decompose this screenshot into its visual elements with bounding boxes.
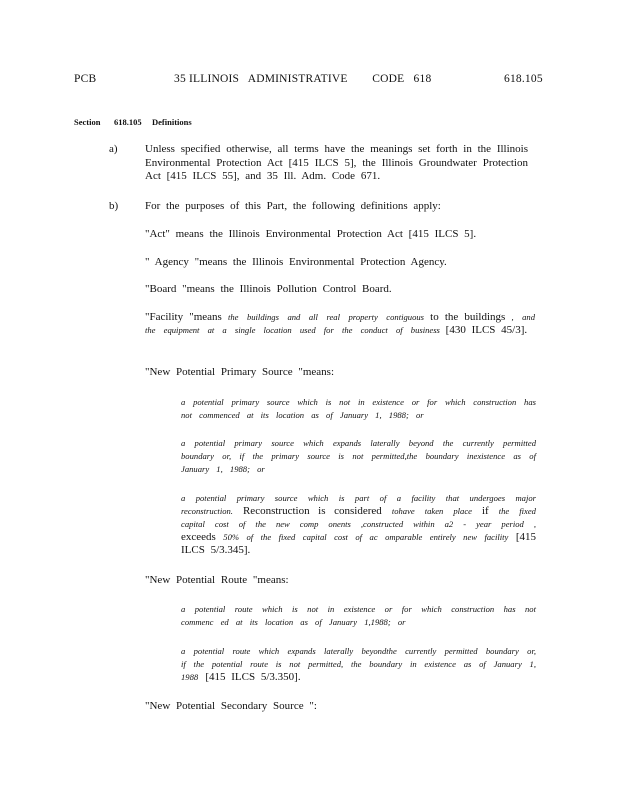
definition-npr-term: "New Potential Route "means: bbox=[145, 574, 289, 586]
header-title: 35 ILLINOIS ADMINISTRATIVE CODE 618 bbox=[174, 73, 432, 85]
definition-npps-term: "New Potential Primary Source "means: bbox=[145, 366, 334, 378]
npps-item-3-text-c: tohave taken place bbox=[391, 506, 472, 516]
npps-item-2: a potential primary source which expands laterally beyond the currently permitted boundary or, if the primary source is not permitted,the boundary inexistence as of January 1, 1988; or bbox=[181, 438, 536, 474]
npps-item-3-text-g: 50% of the fixed capital cost of ac omparable entirely new facility bbox=[223, 532, 509, 542]
definition-npss-term: "New Potential Secondary Source ": bbox=[145, 700, 317, 712]
header-left: PCB bbox=[74, 73, 97, 85]
npr-item-2-text: a potential route which expands laterally beyondthe currently permitted boundary or, if the potential route is not permitted, the boundary in existence as of January 1, 1988 bbox=[181, 646, 536, 682]
npps-item-3-text-b: Reconstruction is considered bbox=[242, 505, 382, 517]
facility-citation: [430 ILCS 45/3]. bbox=[445, 324, 528, 336]
npps-item-1: a potential primary source which is not in existence or for which construction has not commenced at its location as of January 1, 1988; or bbox=[181, 397, 536, 420]
definition-act: "Act" means the Illinois Environmental Protection Act [415 ILCS 5]. bbox=[145, 228, 477, 240]
npps-item-3-text-d: if bbox=[482, 505, 489, 517]
section-number: 618.105 bbox=[114, 117, 142, 127]
npps-item-3-text-e: the fixed capital cost of the new comp onents ,constructed within a2 - year period , bbox=[181, 506, 536, 529]
facility-text-3: , and the equipment at a single location used for the conduct of business bbox=[145, 312, 536, 335]
definition-facility bbox=[145, 311, 535, 337]
npps-item-3-text-a: a potential primary source which is part of a facility that undergoes major reconstruction. bbox=[181, 493, 536, 516]
npr-item-2-citation: [415 ILCS 5/3.350]. bbox=[205, 671, 301, 683]
npps-item-3-citation: [415 ILCS 5/3.345]. bbox=[181, 531, 536, 556]
facility-text-2: to the buildings bbox=[430, 311, 506, 323]
para-b-intro: For the purposes of this Part, the following definitions apply: bbox=[145, 200, 441, 212]
facility-text-1: the buildings and all real property contiguous bbox=[227, 312, 425, 322]
facility-term: "Facility "means bbox=[145, 311, 222, 323]
para-a-text: Unless specified otherwise, all terms have the meanings set forth in the Illinois Environmental Protection Act [415 ILCS 5], the Illinois Groundwater Protection Act [415 ILCS 55], and 35 Ill. Adm. Code 671. bbox=[145, 143, 528, 182]
section-label: Section bbox=[74, 117, 101, 127]
para-b-label: b) bbox=[109, 200, 119, 212]
npps-item-3-text-f: exceeds bbox=[181, 531, 216, 543]
definition-agency: " Agency "means the Illinois Environmental Protection Agency. bbox=[145, 256, 447, 268]
para-a-label: a) bbox=[109, 143, 118, 155]
npr-item-2 bbox=[181, 645, 536, 684]
header-page-number: 618.105 bbox=[504, 73, 543, 85]
npr-item-1: a potential route which is not in existence or for which construction has not commenc ed at its location as of January 1,1988; or bbox=[181, 604, 536, 627]
section-title: Definitions bbox=[152, 117, 192, 127]
npps-item-3 bbox=[181, 492, 536, 557]
definition-board: "Board "means the Illinois Pollution Control Board. bbox=[145, 283, 392, 295]
